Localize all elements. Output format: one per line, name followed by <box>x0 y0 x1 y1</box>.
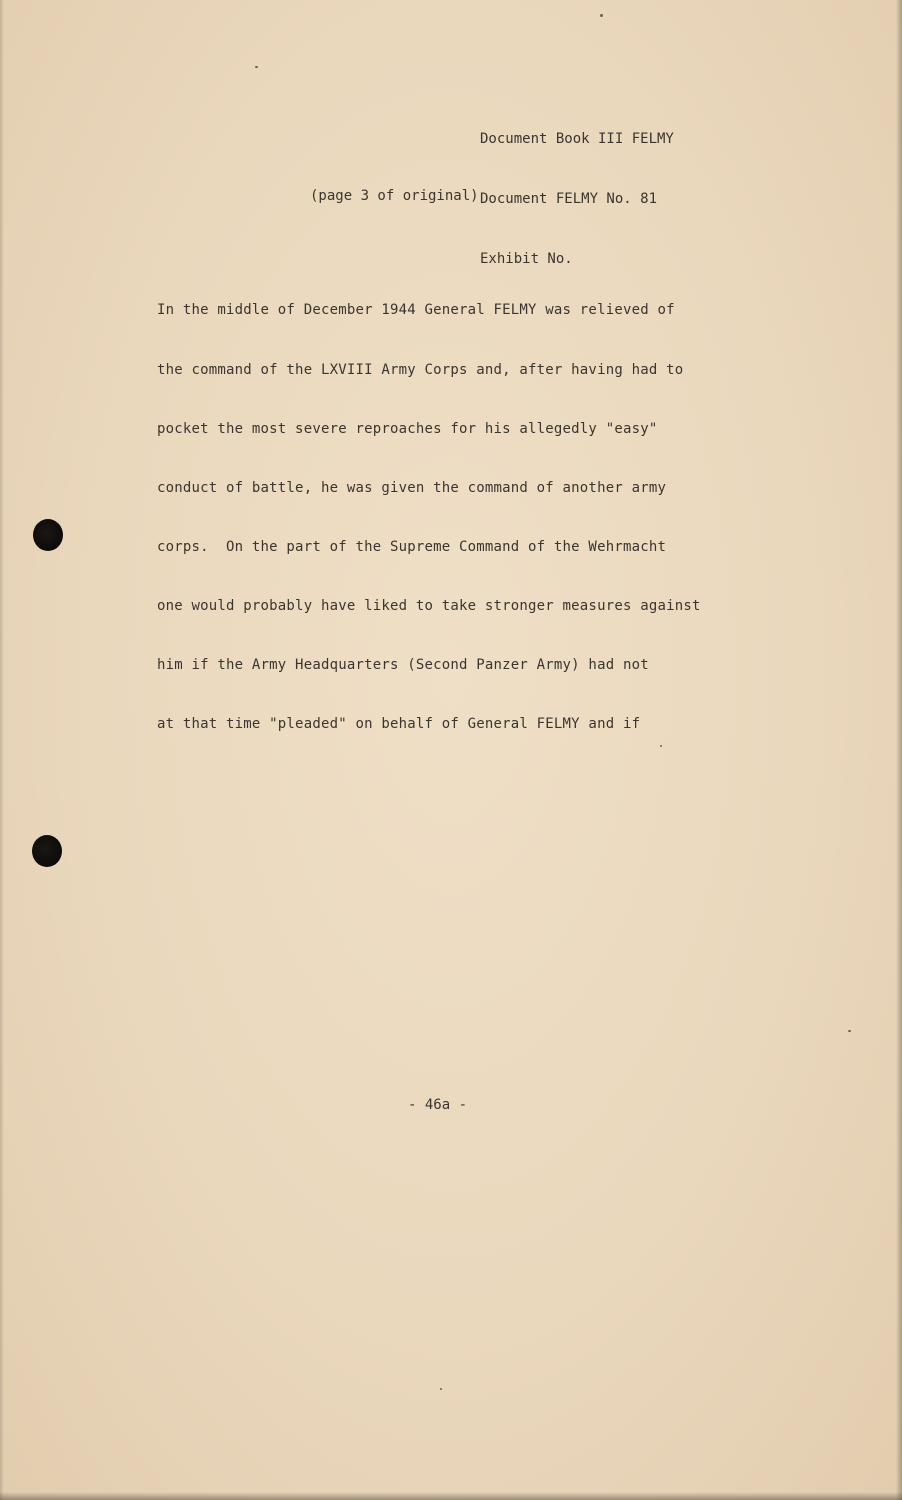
paper-speck <box>440 1388 442 1390</box>
paper-speck <box>600 14 603 17</box>
page-edge-bottom <box>0 1492 902 1500</box>
body-paragraph <box>157 262 701 774</box>
body-line: one would probably have liked to take stronger measures against <box>157 597 701 614</box>
punch-hole-top <box>33 519 63 551</box>
body-line: corps. On the part of the Supreme Command of the Wehrmacht <box>157 538 667 555</box>
body-line: conduct of battle, he was given the command of another army <box>157 479 667 496</box>
body-line: In the middle of December 1944 General FELMY was relieved of <box>157 302 675 319</box>
page-edge-left <box>0 0 4 1500</box>
document-book-line: Document Book III FELMY <box>480 131 674 147</box>
paper-speck <box>255 66 258 68</box>
document-number-line: Document FELMY No. 81 <box>480 191 658 207</box>
body-line: him if the Army Headquarters (Second Panzer Army) had not <box>157 657 649 674</box>
paper-speck <box>848 1030 851 1032</box>
body-line: pocket the most severe reproaches for his allegedly "easy" <box>157 420 658 437</box>
body-line: the command of the LXVIII Army Corps and, after having had to <box>157 361 684 378</box>
page-number: - 46a - <box>408 1097 468 1113</box>
exhibit-line: Exhibit No. <box>480 251 573 267</box>
page-edge-right <box>896 0 902 1500</box>
body-line: at that time "pleaded" on behalf of General FELMY and if <box>157 716 641 733</box>
punch-hole-bottom <box>32 835 62 867</box>
page-reference-note: (page 3 of original) <box>310 188 479 204</box>
